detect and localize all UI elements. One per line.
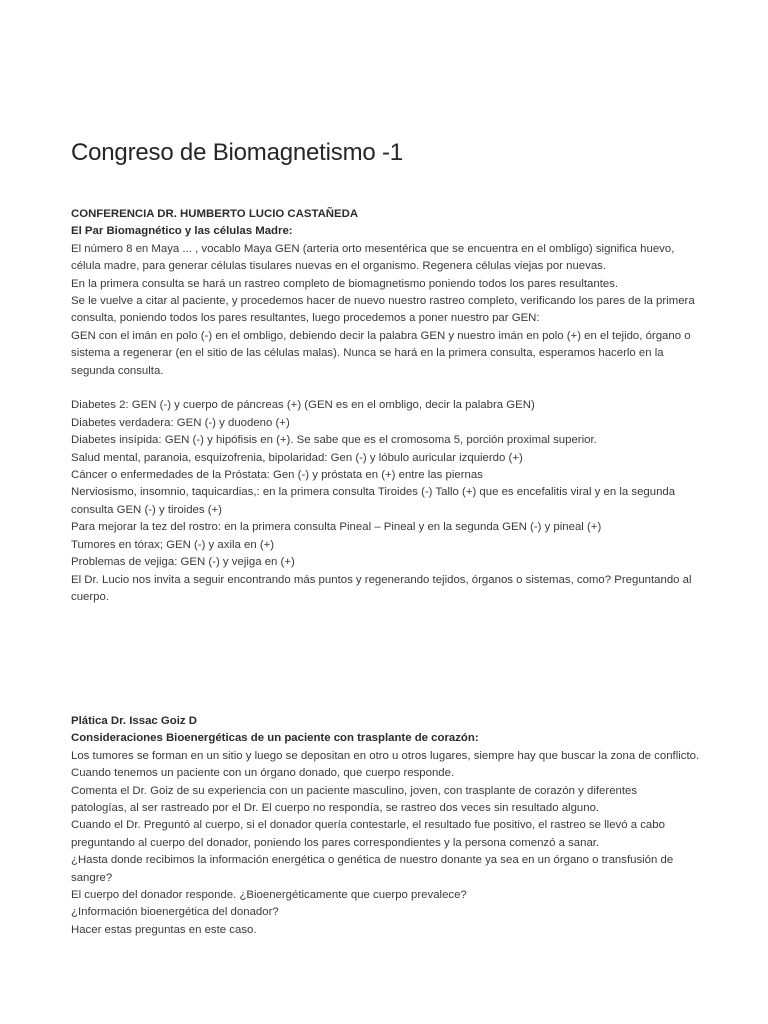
section-conferencia [71, 206, 711, 606]
text-line: Diabetes verdadera: GEN (-) y duodeno (+) [71, 416, 290, 429]
text-line: sangre? [71, 871, 113, 884]
text-line: Diabetes 2: GEN (-) y cuerpo de páncreas (+) (GEN es en el ombligo, decir la palabra GEN) [71, 399, 535, 412]
text-line: Problemas de vejiga: GEN (-) y vejiga en (+) [71, 556, 295, 569]
text-line: Salud mental, paranoia, esquizofrenia, bipolaridad: Gen (-) y lóbulo auricular izquierdo (+) [71, 451, 523, 464]
heading-line: El Par Biomagnético y las células Madre: [71, 225, 293, 238]
text-line: En la primera consulta se hará un rastreo completo de biomagnetismo poniendo todos los pares resultantes. [71, 277, 619, 290]
text-line: patologías, al ser rastreado por el Dr. El cuerpo no respondía, se rastreo dos veces sin resultado alguno. [71, 802, 600, 815]
text-line: Cáncer o enfermedades de la Próstata: Gen (-) y próstata en (+) entre las piernas [71, 469, 483, 482]
paragraph-gap [71, 380, 711, 397]
text-line: cuerpo. [71, 590, 109, 603]
text-line: Los tumores se forman en un sitio y luego se depositan en otro u otros lugares, siempre hay que buscar la zona de conflicto. [71, 749, 700, 762]
text-line: El cuerpo del donador responde. ¿Bioenergéticamente que cuerpo prevalece? [71, 889, 467, 902]
text-line: célula madre, para generar células tisulares nuevas en el organismo. Regenera células viejas por nuevas. [71, 260, 607, 273]
text-line: Comenta el Dr. Goiz de su experiencia con un paciente masculino, joven, con trasplante de corazón y diferentes [71, 784, 638, 797]
text-line: segunda consulta. [71, 364, 164, 377]
text-line: consulta GEN (-) y tiroides (+) [71, 503, 222, 516]
text-line: consulta, poniendo todos los pares resultantes, luego procedemos a poner nuestro par GEN: [71, 312, 540, 325]
section-platica [71, 713, 711, 939]
text-line: Tumores en tórax; GEN (-) y axila en (+) [71, 538, 275, 551]
text-line: Nerviosismo, insomnio, taquicardias,: en la primera consulta Tiroides (-) Tallo (+) que es encefalitis viral y en la segunda [71, 486, 676, 499]
text-line: Para mejorar la tez del rostro: en la primera consulta Pineal – Pineal y en la segunda GEN (-) y pineal (+) [71, 521, 602, 534]
text-line: Hacer estas preguntas en este caso. [71, 923, 257, 936]
text-line: preguntando al cuerpo del donador, poniendo los pares correspondientes y la persona comenzó a sanar. [71, 836, 600, 849]
text-line: El Dr. Lucio nos invita a seguir encontrando más puntos y regenerando tejidos, órganos o sistemas, como? Preguntando al [71, 573, 692, 586]
text-line: GEN con el imán en polo (-) en el ombligo, debiendo decir la palabra GEN y nuestro imán en polo (+) en el tejido, órgano o [71, 329, 691, 342]
heading-line: CONFERENCIA DR. HUMBERTO LUCIO CASTAÑEDA [71, 208, 359, 220]
text-line: Diabetes insípida: GEN (-) y hipófisis en (+). Se sabe que es el cromosoma 5, porción proximal superior. [71, 434, 597, 447]
text-line: El número 8 en Maya ... , vocablo Maya GEN (arteria orto mesentérica que se encuentra en el ombligo) significa huevo, [71, 242, 675, 255]
text-line: Cuando el Dr. Preguntó al cuerpo, si el donador quería contestarle, el resultado fue positivo, el rastreo se llevó a cabo [71, 819, 665, 832]
text-line: ¿Información bioenergética del donador? [71, 906, 279, 919]
text-line: ¿Hasta donde recibimos la información energética o genética de nuestro donante ya sea en un órgano o transfusión de [71, 854, 674, 867]
text-line: Se le vuelve a citar al paciente, y procedemos hacer de nuevo nuestro rastreo completo, verificando los pares de la primera [71, 295, 695, 308]
heading-line: Consideraciones Bioenergéticas de un paciente con trasplante de corazón: [71, 732, 479, 745]
text-line: sistema a regenerar (en el sitio de las células malas). Nunca se hará en la primera consulta, esperamos hacerlo en la [71, 347, 664, 360]
text-line: Cuando tenemos un paciente con un órgano donado, que cuerpo responde. [71, 767, 455, 780]
document-title: Congreso de Biomagnetismo -1 [71, 139, 403, 166]
heading-line: Plática Dr. Issac Goiz D [71, 715, 197, 727]
